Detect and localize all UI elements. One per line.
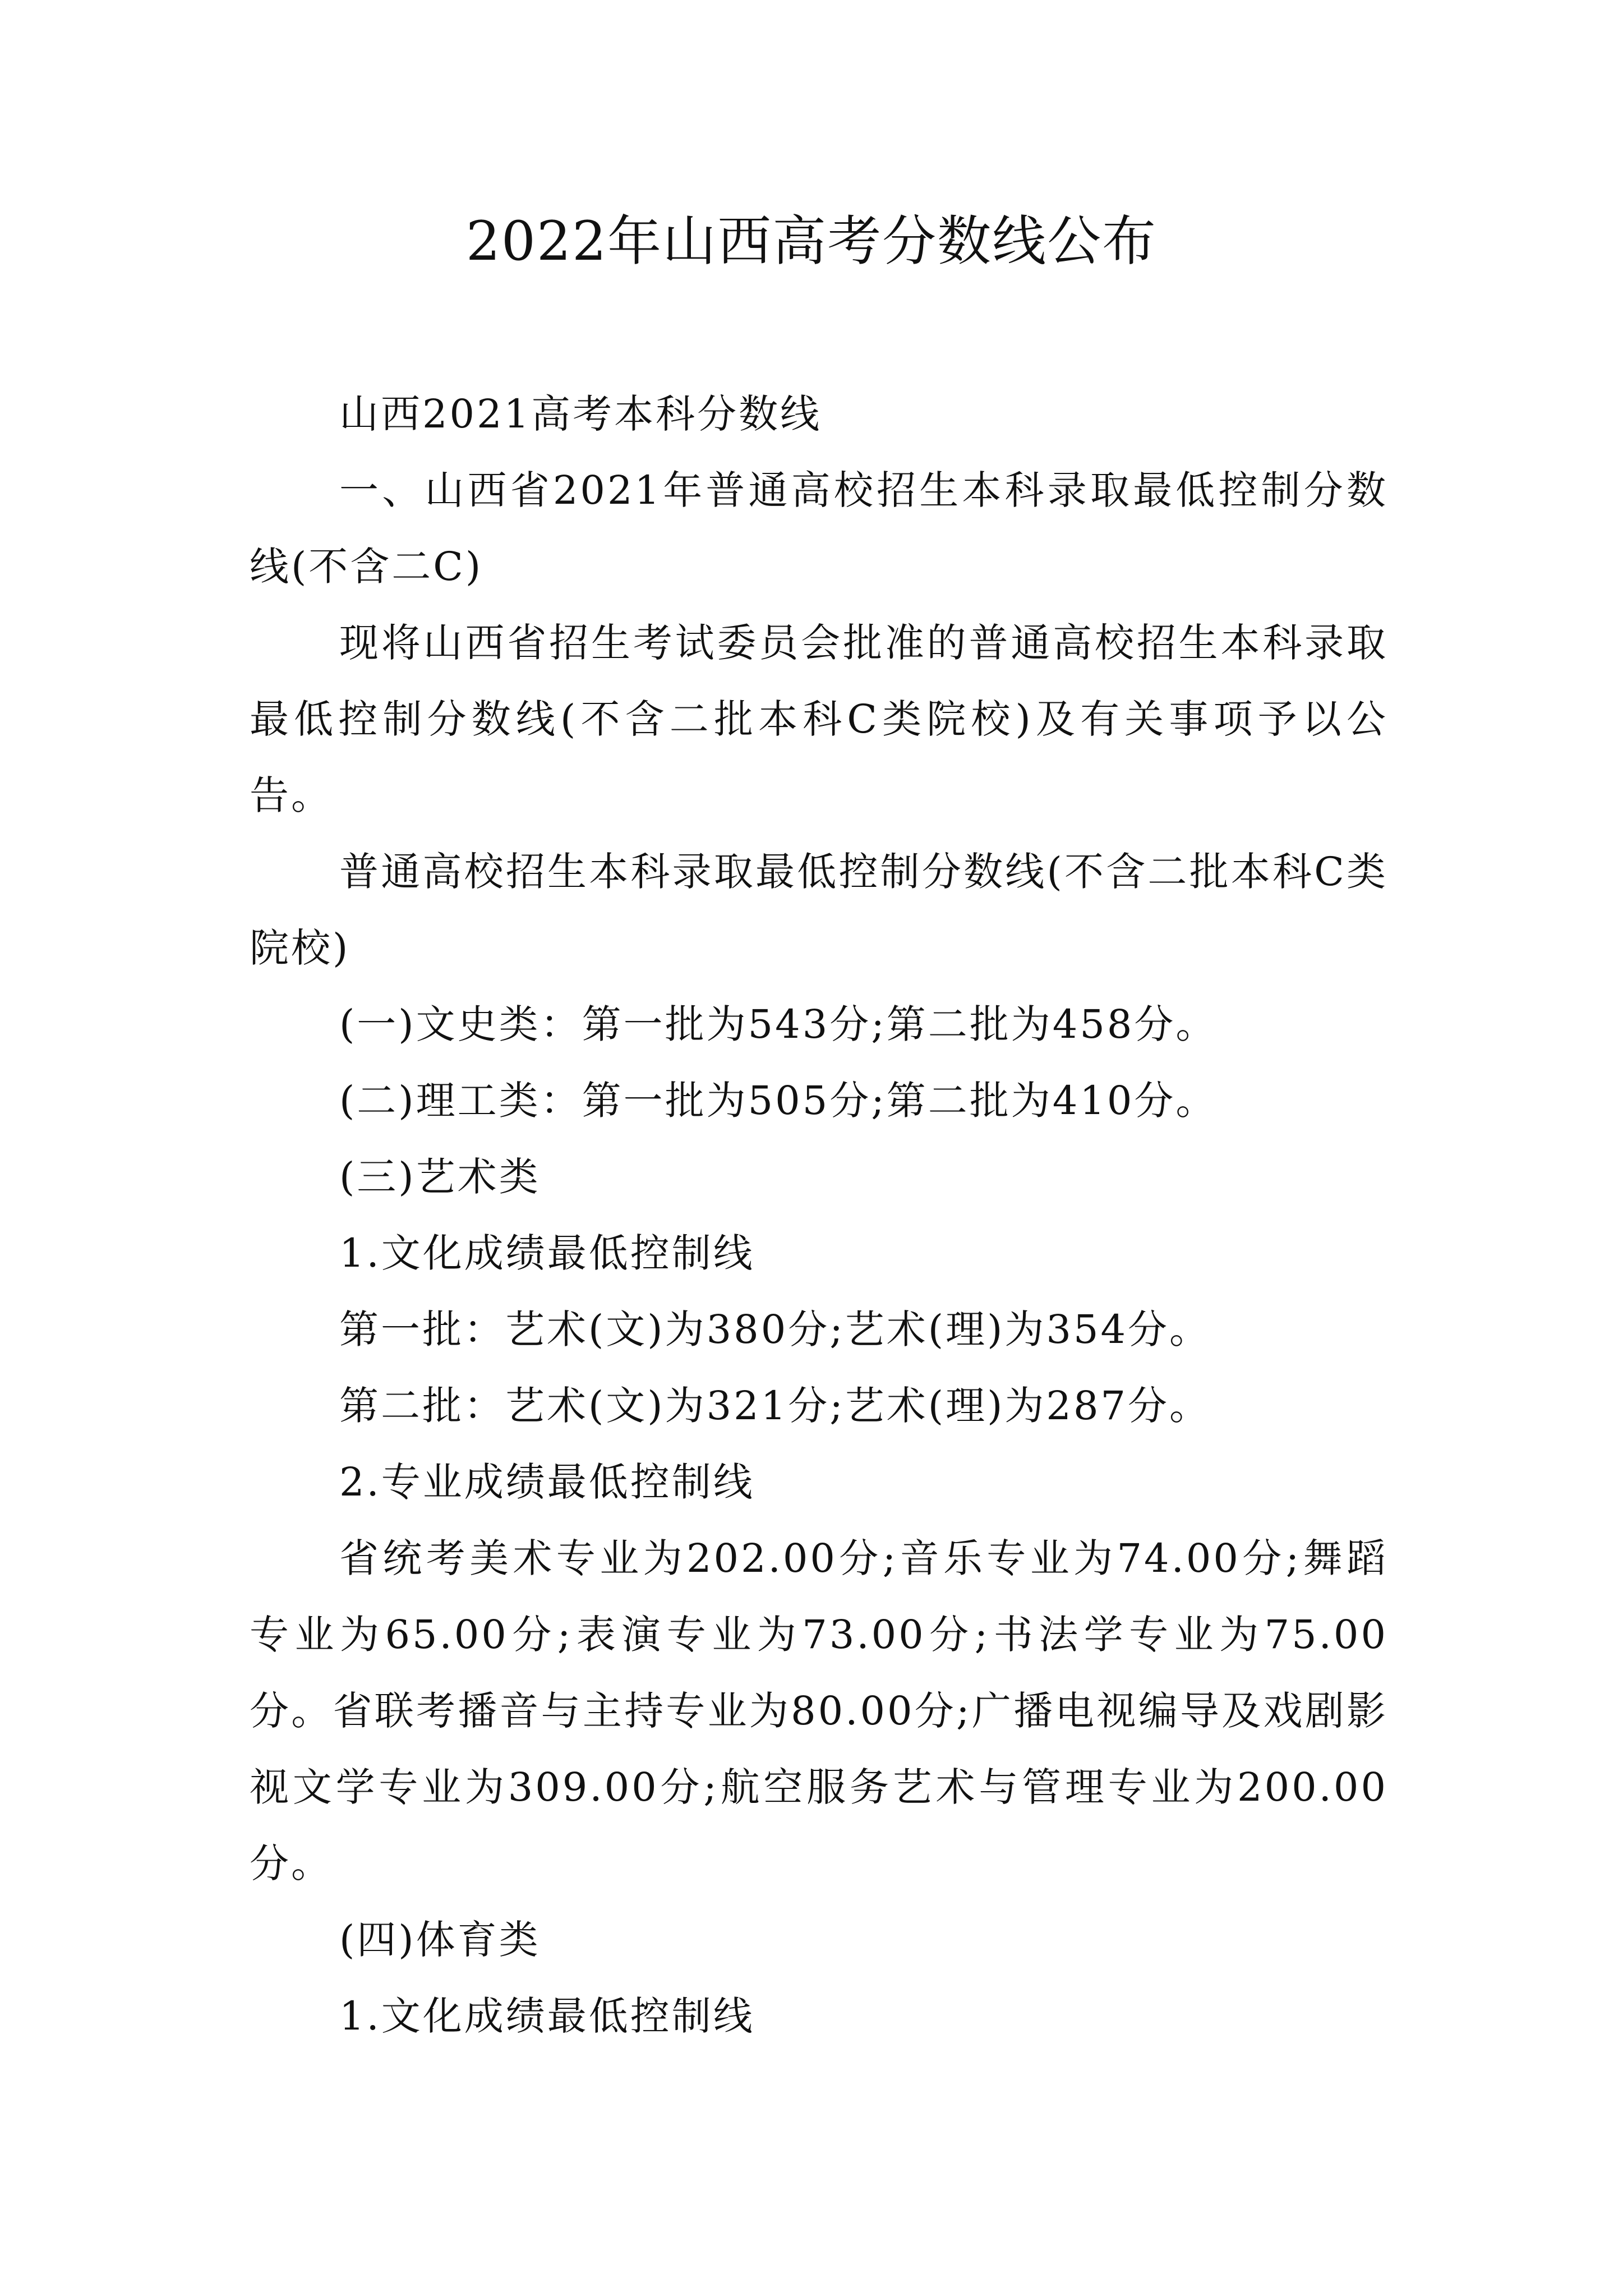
paragraph-arts-batch-1: 第一批：艺术(文)为380分;艺术(理)为354分。	[339, 1306, 1211, 1352]
paragraph-arts-professional-heading: 2.专业成绩最低控制线	[339, 1459, 755, 1505]
paragraph-heading: 山西2021高考本科分数线	[339, 391, 822, 437]
paragraph-announcement: 现将山西省招生考试委员会批准的普通高校招生本科录取最低控制分数线(不含二批本科C类院校)及有关事项予以公告。	[250, 620, 1388, 818]
paragraph-science: (二)理工类：第一批为505分;第二批为410分。	[339, 1078, 1218, 1124]
paragraph-liberal-arts: (一)文史类：第一批为543分;第二批为458分。	[339, 1001, 1218, 1047]
paragraph-section-1: 一、山西省2021年普通高校招生本科录取最低控制分数线(不含二C)	[250, 467, 1388, 590]
document-body	[250, 376, 1388, 2054]
paragraph-sports-culture-heading: 1.文化成绩最低控制线	[339, 1993, 755, 2039]
paragraph-sports-heading: (四)体育类	[339, 1917, 541, 1963]
paragraph-arts-batch-2: 第二批：艺术(文)为321分;艺术(理)为287分。	[339, 1383, 1211, 1429]
paragraph-arts-professional-scores: 省统考美术专业为202.00分;音乐专业为74.00分;舞蹈专业为65.00分;表演专业为73.00分;书法学专业为75.00分。省联考播音与主持专业为80.00分;广播电视编导及戏剧影视文学专业为309.00分;航空服务艺术与管理专业为200.00分。	[250, 1535, 1388, 1887]
paragraph-arts-culture-heading: 1.文化成绩最低控制线	[339, 1230, 755, 1276]
paragraph-arts-heading: (三)艺术类	[339, 1154, 541, 1200]
document-title: 2022年山西高考分数线公布	[465, 210, 1158, 273]
paragraph-subtitle: 普通高校招生本科录取最低控制分数线(不含二批本科C类院校)	[250, 849, 1388, 971]
